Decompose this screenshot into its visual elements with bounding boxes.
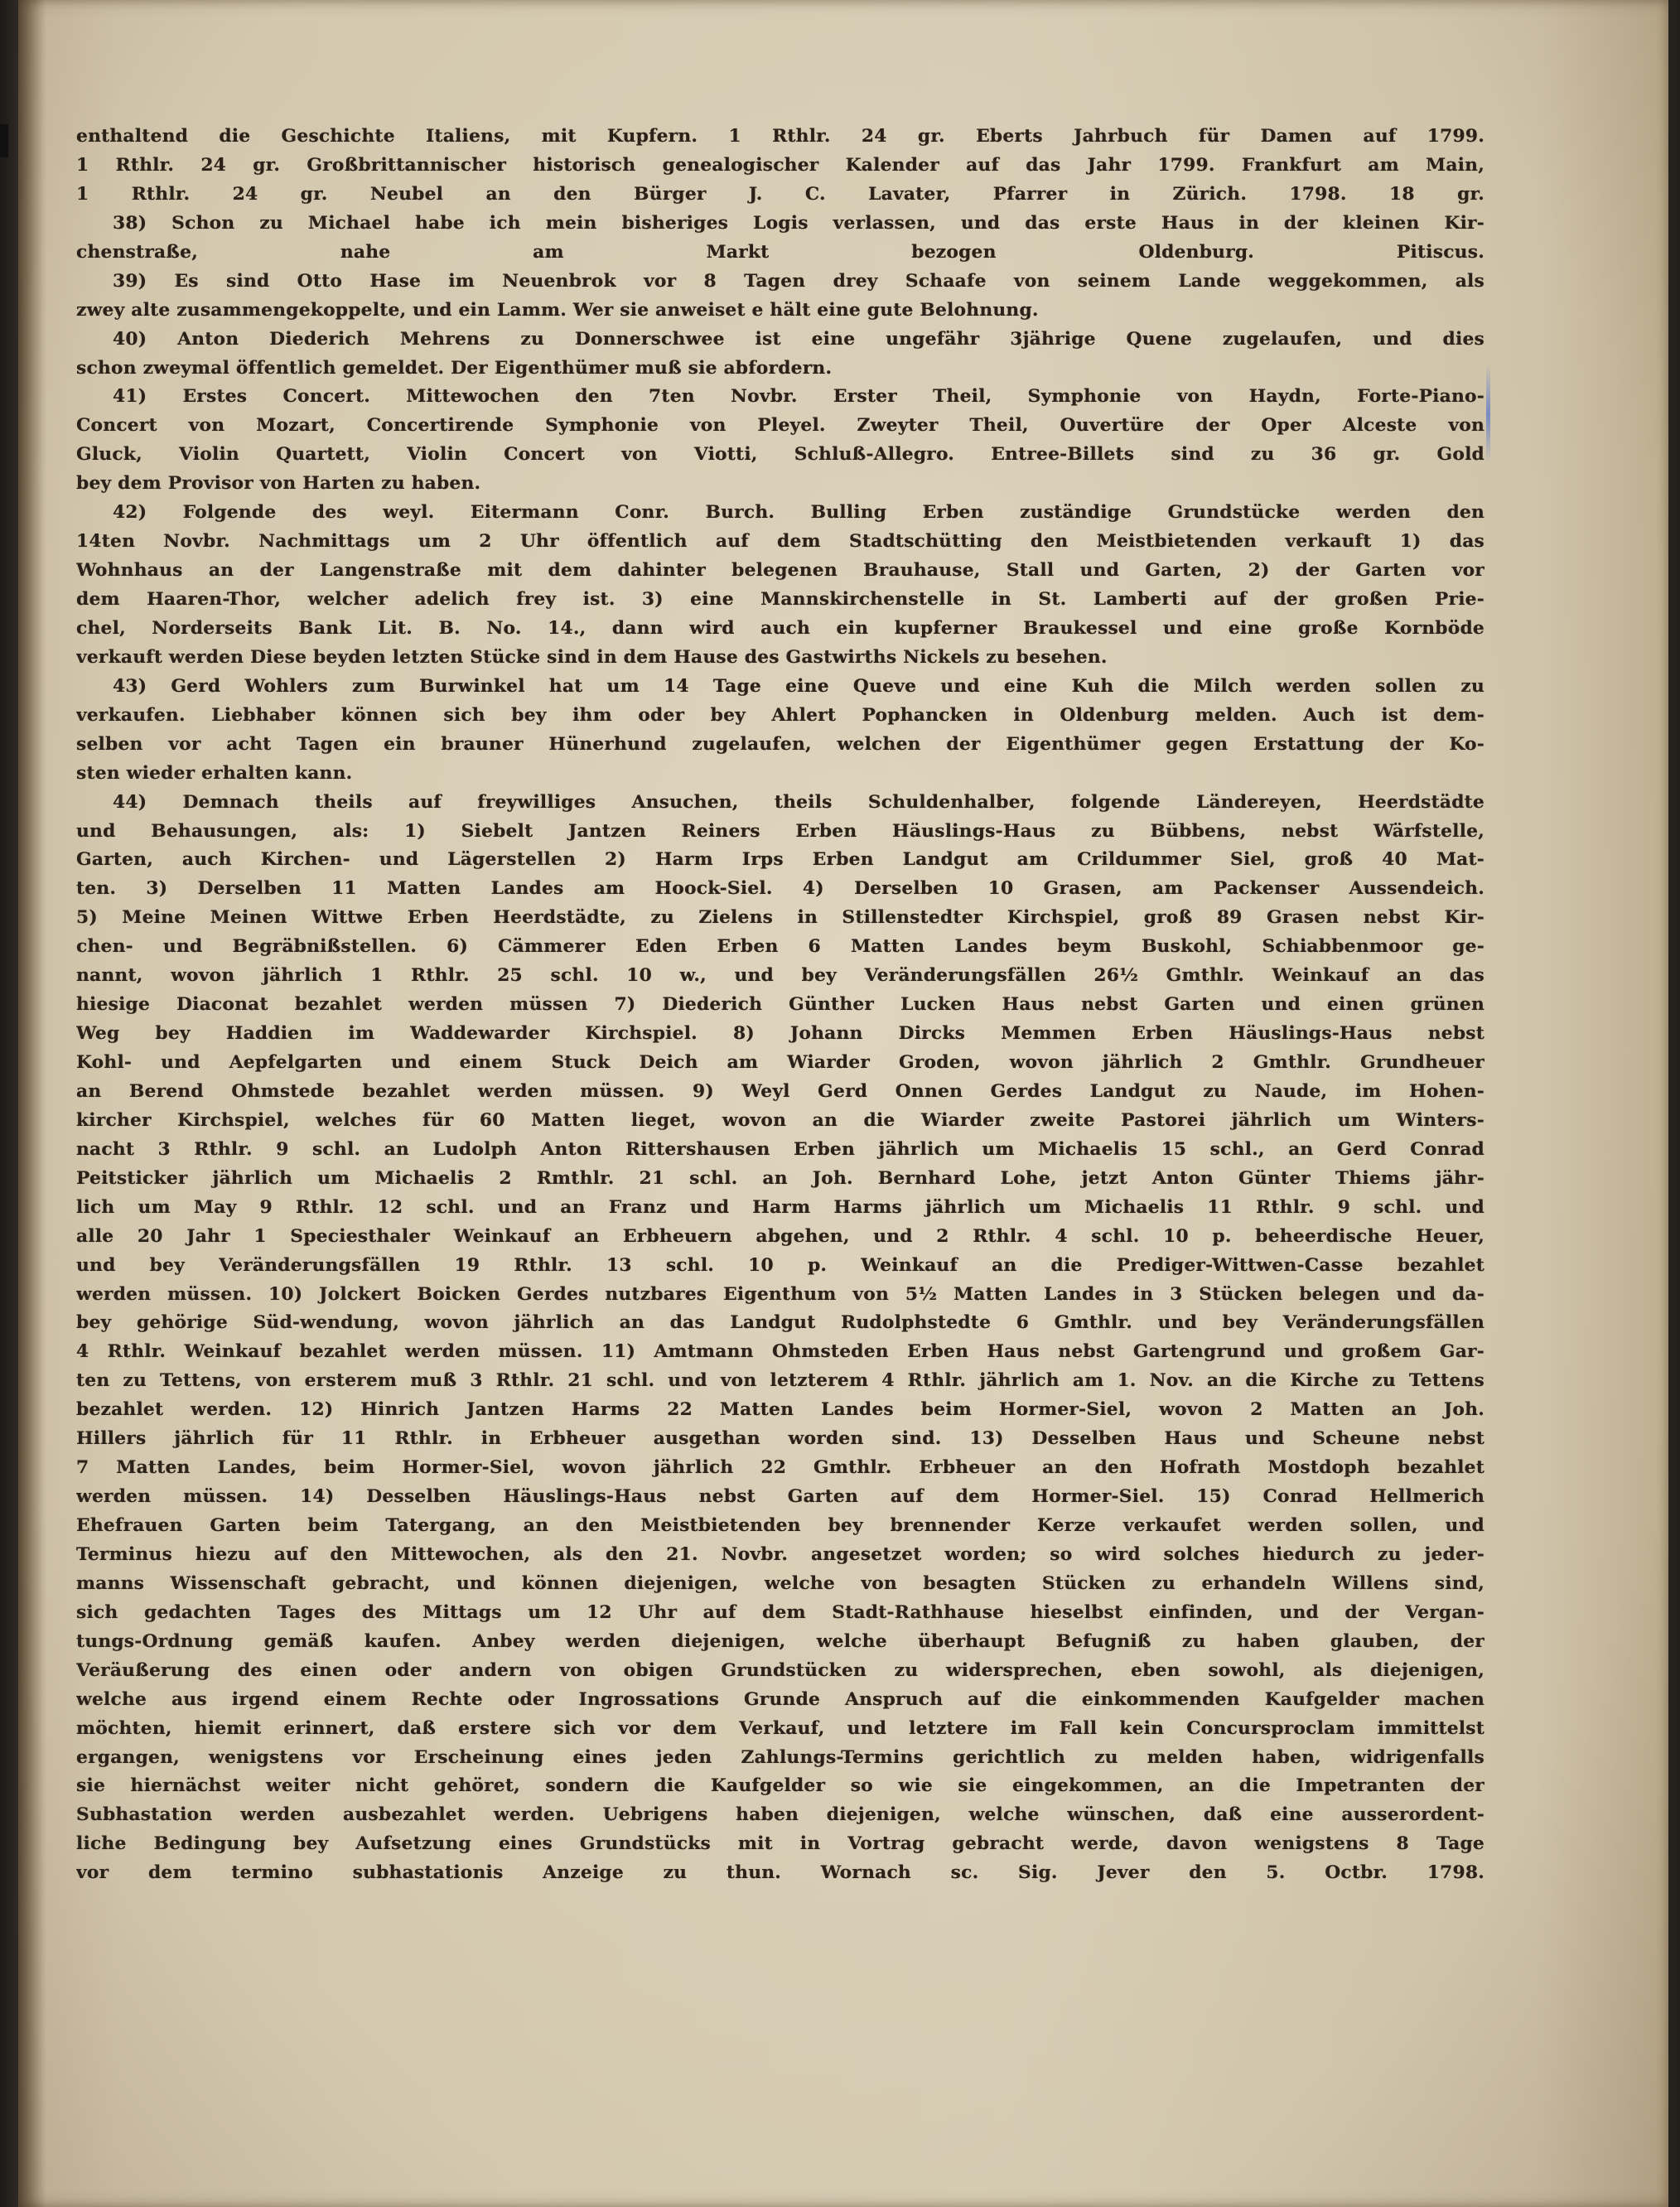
text-line: lich um May 9 Rthlr. 12 schl. und an Franz und Harm Harms jährlich um Michaelis 11 Rthlr. 9 schl. und — [76, 1196, 1484, 1218]
text-line: hiesige Diaconat bezahlet werden müssen 7) Diederich Günther Lucken Haus nebst Garten und einen grünen — [76, 994, 1484, 1016]
text-line: Concert von Mozart, Concertirende Symphonie von Pleyel. Zweyter Theil, Ouvertüre der Oper Alceste von — [76, 415, 1484, 437]
text-line: zwey alte zusammengekoppelte, und ein Lamm. Wer sie anweiset e hält eine gute Belohnung. — [76, 299, 1039, 321]
text-line: verkauft werden Diese beyden letzten Stücke sind in dem Hause des Gastwirths Nickels zu besehen. — [76, 646, 1108, 668]
text-line: sten wieder erhalten kann. — [76, 762, 353, 784]
text-line: bezahlet werden. 12) Hinrich Jantzen Harms 22 Matten Landes beim Hormer-Siel, wovon 2 Matten an Joh. — [76, 1399, 1484, 1421]
document-body — [76, 123, 1484, 1888]
text-line: 7 Matten Landes, beim Hormer-Siel, wovon jährlich 22 Gmthlr. Erbheuer an den Hofrath Mostdoph bezahlet — [76, 1457, 1484, 1479]
text-line: bey dem Provisor von Harten zu haben. — [76, 473, 481, 495]
text-line: werden müssen. 14) Desselben Häuslings-Haus nebst Garten auf dem Hormer-Siel. 15) Conrad Hellmerich — [76, 1486, 1484, 1508]
text-line: Gluck, Violin Quartett, Violin Concert von Viotti, Schluß-Allegro. Entree-Billets sind zu 36 gr. Gold — [76, 444, 1484, 466]
text-line: welche aus irgend einem Rechte oder Ingrossations Grunde Anspruch auf die einkommenden Kaufgelder machen — [76, 1688, 1484, 1710]
text-line: an Berend Ohmstede bezahlet werden müssen. 9) Weyl Gerd Onnen Gerdes Landgut zu Naude, im Hohen- — [76, 1080, 1484, 1102]
text-line: 5) Meine Meinen Wittwe Erben Heerdstädte, zu Zielens in Stillenstedter Kirchspiel, groß 89 Grasen nebst Kir- — [76, 907, 1484, 929]
text-line: Weg bey Haddien im Waddewarder Kirchspiel. 8) Johann Dircks Memmen Erben Häuslings-Haus nebst — [76, 1023, 1484, 1045]
text-line: enthaltend die Geschichte Italiens, mit Kupfern. 1 Rthlr. 24 gr. Eberts Jahrbuch für Damen auf 1799. — [76, 126, 1484, 147]
scanner-color-marker — [1486, 365, 1490, 464]
text-line: dem Haaren-Thor, welcher adelich frey ist. 3) eine Mannskirchenstelle in St. Lamberti auf der großen Prie- — [76, 589, 1484, 610]
text-line: nannt, wovon jährlich 1 Rthlr. 25 schl. 10 w., und bey Veränderungsfällen 26½ Gmthlr. Weinkauf an das — [76, 965, 1484, 987]
text-line: schon zweymal öffentlich gemeldet. Der Eigenthümer muß sie abfordern. — [76, 357, 833, 379]
text-line: nacht 3 Rthlr. 9 schl. an Ludolph Anton Rittershausen Erben jährlich um Michaelis 15 schl., an Gerd Conrad — [76, 1138, 1484, 1160]
text-line: tungs-Ordnung gemäß kaufen. Anbey werden diejenigen, welche überhaupt Befugniß zu haben glauben, der — [76, 1630, 1484, 1652]
text-line: werden müssen. 10) Jolckert Boicken Gerdes nutzbares Eigenthum von 5½ Matten Landes in 3 Stücken belegen und da- — [76, 1283, 1484, 1305]
text-line: Ehefrauen Garten beim Tatergang, an den Meistbietenden bey brennender Kerze verkaufet werden sollen, und — [76, 1515, 1484, 1536]
text-line: sie hiernächst weiter nicht gehöret, sondern die Kaufgelder so wie sie eingekommen, an die Impetranten der — [76, 1775, 1484, 1797]
text-line: liche Bedingung bey Aufsetzung eines Grundstücks mit in Vortrag gebracht werde, davon wenigstens 8 Tage — [76, 1833, 1484, 1855]
text-line: 4 Rthlr. Weinkauf bezahlet werden müssen. 11) Amtmann Ohmsteden Erben Haus nebst Gartengrund und großem Gar- — [76, 1341, 1484, 1363]
text-line: 1 Rthlr. 24 gr. Großbrittannischer historisch genealogischer Kalender auf das Jahr 1799. Frankfurt am Main, — [76, 154, 1484, 176]
text-line: alle 20 Jahr 1 Speciesthaler Weinkauf an Erbheuern abgehen, und 2 Rthlr. 4 schl. 10 p. beheerdische Heuer, — [76, 1225, 1484, 1247]
page-binding-shadow — [18, 0, 46, 2207]
text-line: ten. 3) Derselben 11 Matten Landes am Hoock-Siel. 4) Derselben 10 Grasen, am Packenser Aussendeich. — [76, 878, 1484, 900]
text-line: 41) Erstes Concert. Mittewochen den 7ten Novbr. Erster Theil, Symphonie von Haydn, Forte-Piano- — [113, 386, 1484, 408]
text-line: möchten, hiemit erinnert, daß erstere sich vor dem Verkauf, und letztere im Fall kein Concursproclam immittelst — [76, 1717, 1484, 1739]
text-line: Veräußerung des einen oder andern von obigen Grundstücken zu widersprechen, eben sowohl, als diejenigen, — [76, 1659, 1484, 1681]
text-line: 42) Folgende des weyl. Eitermann Conr. Burch. Bulling Erben zuständige Grundstücke werden den — [113, 502, 1484, 524]
text-line: chen- und Begräbnißstellen. 6) Cämmerer Eden Erben 6 Matten Landes beym Buskohl, Schiabbenmoor ge- — [76, 936, 1484, 958]
text-line: chenstraße, nahe am Markt bezogen Oldenburg. Pitiscus. — [76, 241, 1484, 263]
document-page — [18, 0, 1668, 2207]
text-line: 1 Rthlr. 24 gr. Neubel an den Bürger J. C. Lavater, Pfarrer in Zürich. 1798. 18 gr. — [76, 183, 1484, 205]
text-line: 44) Demnach theils auf freywilliges Ansuchen, theils Schuldenhalber, folgende Ländereyen, Heerdstädte — [113, 791, 1484, 813]
text-line: vor dem termino subhastationis Anzeige zu thun. Wornach sc. Sig. Jever den 5. Octbr. 1798. — [76, 1862, 1484, 1884]
text-line: Garten, auch Kirchen- und Lägerstellen 2) Harm Irps Erben Landgut am Crildummer Siel, groß 40 Mat- — [76, 849, 1484, 871]
text-line: 39) Es sind Otto Hase im Neuenbrok vor 8 Tagen drey Schaafe von seinem Lande weggekommen, als — [113, 270, 1484, 292]
text-line: kircher Kirchspiel, welches für 60 Matten lieget, wovon an die Wiarder zweite Pastorei jährlich um Winters- — [76, 1109, 1484, 1131]
text-line: und Behausungen, als: 1) Siebelt Jantzen Reiners Erben Häuslings-Haus zu Bübbens, nebst Wärfstelle, — [76, 820, 1484, 842]
text-line: 14ten Novbr. Nachmittags um 2 Uhr öffentlich auf dem Stadtschütting den Meistbietenden verkauft 1) das — [76, 531, 1484, 553]
text-line: 38) Schon zu Michael habe ich mein bisheriges Logis verlassen, und das erste Haus in der kleinen Kir- — [113, 212, 1484, 234]
text-line: 43) Gerd Wohlers zum Burwinkel hat um 14 Tage eine Queve und eine Kuh die Milch werden sollen zu — [113, 675, 1484, 697]
text-line: chel, Norderseits Bank Lit. B. No. 14., dann wird auch ein kupferner Braukessel und eine große Kornböde — [76, 617, 1484, 639]
text-line: verkaufen. Liebhaber können sich bey ihm oder bey Ahlert Pophancken in Oldenburg melden. Auch ist dem- — [76, 704, 1484, 726]
text-line: Subhastation werden ausbezahlet werden. Uebrigens haben diejenigen, welche wünschen, daß eine ausserordent- — [76, 1804, 1484, 1826]
text-line: Kohl- und Aepfelgarten und einem Stuck Deich am Wiarder Groden, wovon jährlich 2 Gmthlr. Grundheuer — [76, 1052, 1484, 1073]
text-line: Hillers jährlich für 11 Rthlr. in Erbheuer ausgethan worden sind. 13) Desselben Haus und Scheune nebst — [76, 1428, 1484, 1450]
text-line: 40) Anton Diederich Mehrens zu Donnerschwee ist eine ungefähr 3jährige Quene zugelaufen, und dies — [113, 328, 1484, 350]
text-line: Wohnhaus an der Langenstraße mit dem dahinter belegenen Brauhause, Stall und Garten, 2) der Garten vor — [76, 560, 1484, 582]
text-line: und bey Veränderungsfällen 19 Rthlr. 13 schl. 10 p. Weinkauf an die Prediger-Wittwen-Casse bezahlet — [76, 1254, 1484, 1276]
scanner-edge-mark — [0, 124, 8, 157]
text-line: ten zu Tettens, von ersterem muß 3 Rthlr. 21 schl. und von letzterem 4 Rthlr. jährlich am 1. Nov. an die Kirche zu Tettens — [76, 1370, 1484, 1392]
text-line: selben vor acht Tagen ein brauner Hünerhund zugelaufen, welchen der Eigenthümer gegen Erstattung der Ko- — [76, 733, 1484, 755]
text-line: sich gedachten Tages des Mittags um 12 Uhr auf dem Stadt-Rathhause hieselbst einfinden, und der Vergan- — [76, 1601, 1484, 1623]
text-line: ergangen, wenigstens vor Erscheinung eines jeden Zahlungs-Termins gerichtlich zu melden haben, widrigenfalls — [76, 1746, 1484, 1768]
text-line: bey gehörige Süd-wendung, wovon jährlich an das Landgut Rudolphstedte 6 Gmthlr. und bey Veränderungsfällen — [76, 1312, 1484, 1334]
text-line: Terminus hiezu auf den Mittewochen, als den 21. Novbr. angesetzet worden; so wird solches hiedurch zu jeder- — [76, 1543, 1484, 1565]
text-line: Peitsticker jährlich um Michaelis 2 Rmthlr. 21 schl. an Joh. Bernhard Lohe, jetzt Anton Günter Thiems jähr- — [76, 1167, 1484, 1189]
text-line: manns Wissenschaft gebracht, und können diejenigen, welche von besagten Stücken zu erhandeln Willens sind, — [76, 1572, 1484, 1594]
